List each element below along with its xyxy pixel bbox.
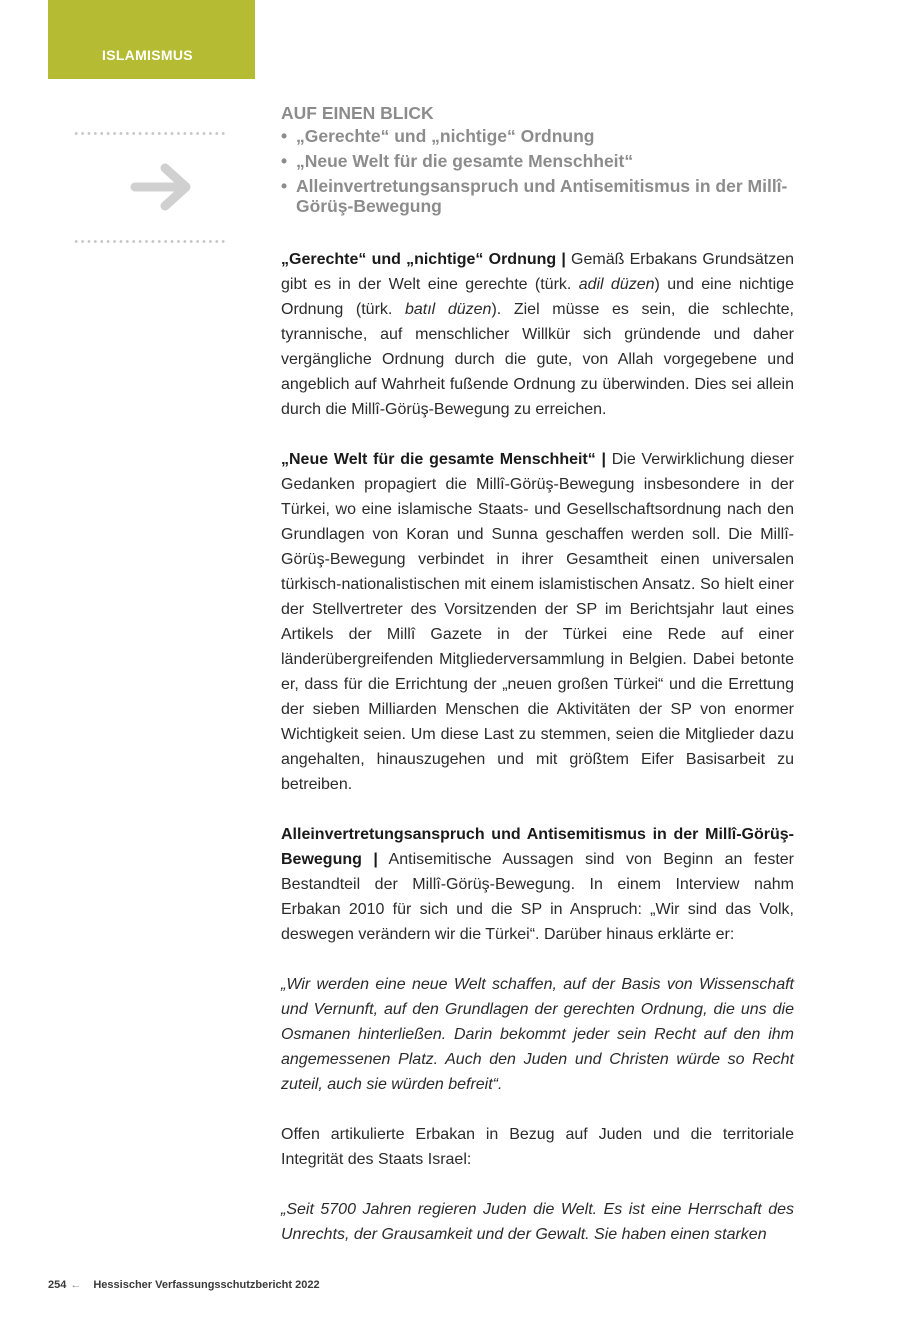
page-number: 254	[48, 1279, 67, 1291]
turkish-term: batıl düzen	[404, 301, 492, 318]
glance-item: • „Neue Welt für die gesamte Menschheit“	[281, 151, 801, 171]
at-a-glance-heading: AUF EINEN BLICK	[281, 103, 434, 123]
at-a-glance-box	[281, 102, 801, 221]
paragraph-neue-welt: „Neue Welt für die gesamte Menschheit“ | Die Verwirklichung dieser Gedanken propagiert die Millî-Görüş-Bewegung insbesondere in der Türkei, wo eine islamische Staats- und Gesellschaftsordnung nach den Grundlagen von Koran und Sunna geschaffen werden soll. Die Millî-Görüş-Bewegung verbindet in ihrer Gesamtheit einen universalen türkisch-nationalistischen mit einem islamistischen Ansatz. So hielt einer der Stellvertreter des Vorsitzenden der SP im Berichtsjahr laut eines Artikels der Millî Gazete in der Türkei eine Rede auf einer länderübergreifenden Mitgliederversammlung in Belgien. Dabei betonte er, dass für die Errichtung der „neuen großen Türkei“ und die Errettung der sieben Milliarden Menschen die Aktivitäten der SP von enormer Wichtigkeit seien. Um diese Last zu stemmen, seien die Mitglieder dazu angehalten, hinauszugehen und mit größtem Eifer Basisarbeit zu betreiben.	[281, 451, 795, 793]
paragraph-ordnung: „Gerechte“ und „nichtige“ Ordnung | Gemäß Erbakans Grundsätzen gibt es in der Welt eine gerechte (türk. adil düzen) und eine nichtige Ordnung (türk. batıl düzen). Ziel müsse es sein, die schlechte, tyrannische, auf menschlicher Willkür sich gründende und daher vergängliche Ordnung durch die gute, von Allah vorgegebene und angeblich auf Wahrheit fußende Ordnung zu überwinden. Dies sei allein durch die Millî-Görüş-Bewegung zu erreichen.	[281, 251, 795, 418]
paragraph-antisemitismus: Alleinvertretungsanspruch und Antisemitismus in der Millî-Görüş-Bewegung | Antisemitische Aussagen sind von Beginn an fester Bestandteil der Millî-Görüş-Bewegung. In einem Interview nahm Erbakan 2010 für sich und die SP in Anspruch: „Wir sind das Volk, deswegen verändern wir die Türkei“. Darüber hinaus erklärte er:	[281, 826, 794, 943]
quote-erbakan-1: „Wir werden eine neue Welt schaffen, auf der Basis von Wissenschaft und Vernunft, auf den Grundlagen der gerechten Ordnung, die uns die Osmanen hinterließen. Darin bekommt jeder sein Recht auf den ihm angemessenen Platz. Auch den Juden und Christen würde so Recht zuteil, auch sie würden befreit“.	[281, 976, 794, 1093]
paragraph-title: Alleinvertretungsanspruch und Antisemitismus in der Millî-Görüş-Bewegung |	[281, 826, 794, 868]
arrow-right-icon	[130, 161, 196, 213]
publication-title: Hessischer Verfassungsschutzbericht 2022	[93, 1279, 320, 1291]
dotted-divider-top	[73, 132, 227, 135]
page-footer	[48, 1279, 320, 1291]
turkish-term: adil düzen	[578, 276, 655, 293]
glance-item: • „Gerechte“ und „nichtige“ Ordnung	[281, 126, 801, 146]
dotted-divider-bottom	[73, 240, 227, 243]
main-content	[281, 247, 794, 1272]
paragraph-israel: Offen artikulierte Erbakan in Bezug auf Juden und die territoriale Integrität des Staats Israel:	[281, 1126, 794, 1168]
paragraph-title: „Gerechte“ und „nichtige“ Ordnung |	[281, 251, 566, 268]
section-tab	[48, 0, 255, 79]
section-label: ISLAMISMUS	[102, 47, 193, 63]
arrow-left-icon: ←	[70, 1279, 82, 1291]
at-a-glance-list	[281, 126, 801, 216]
quote-erbakan-2: „Seit 5700 Jahren regieren Juden die Welt. Es ist eine Herrschaft des Unrechts, der Grausamkeit und der Gewalt. Sie haben einen starken	[281, 1201, 794, 1243]
glance-item: • Alleinvertretungsanspruch und Antisemitismus in der Millî-Görüş-Bewegung	[281, 176, 801, 216]
paragraph-title: „Neue Welt für die gesamte Menschheit“ |	[281, 451, 606, 468]
